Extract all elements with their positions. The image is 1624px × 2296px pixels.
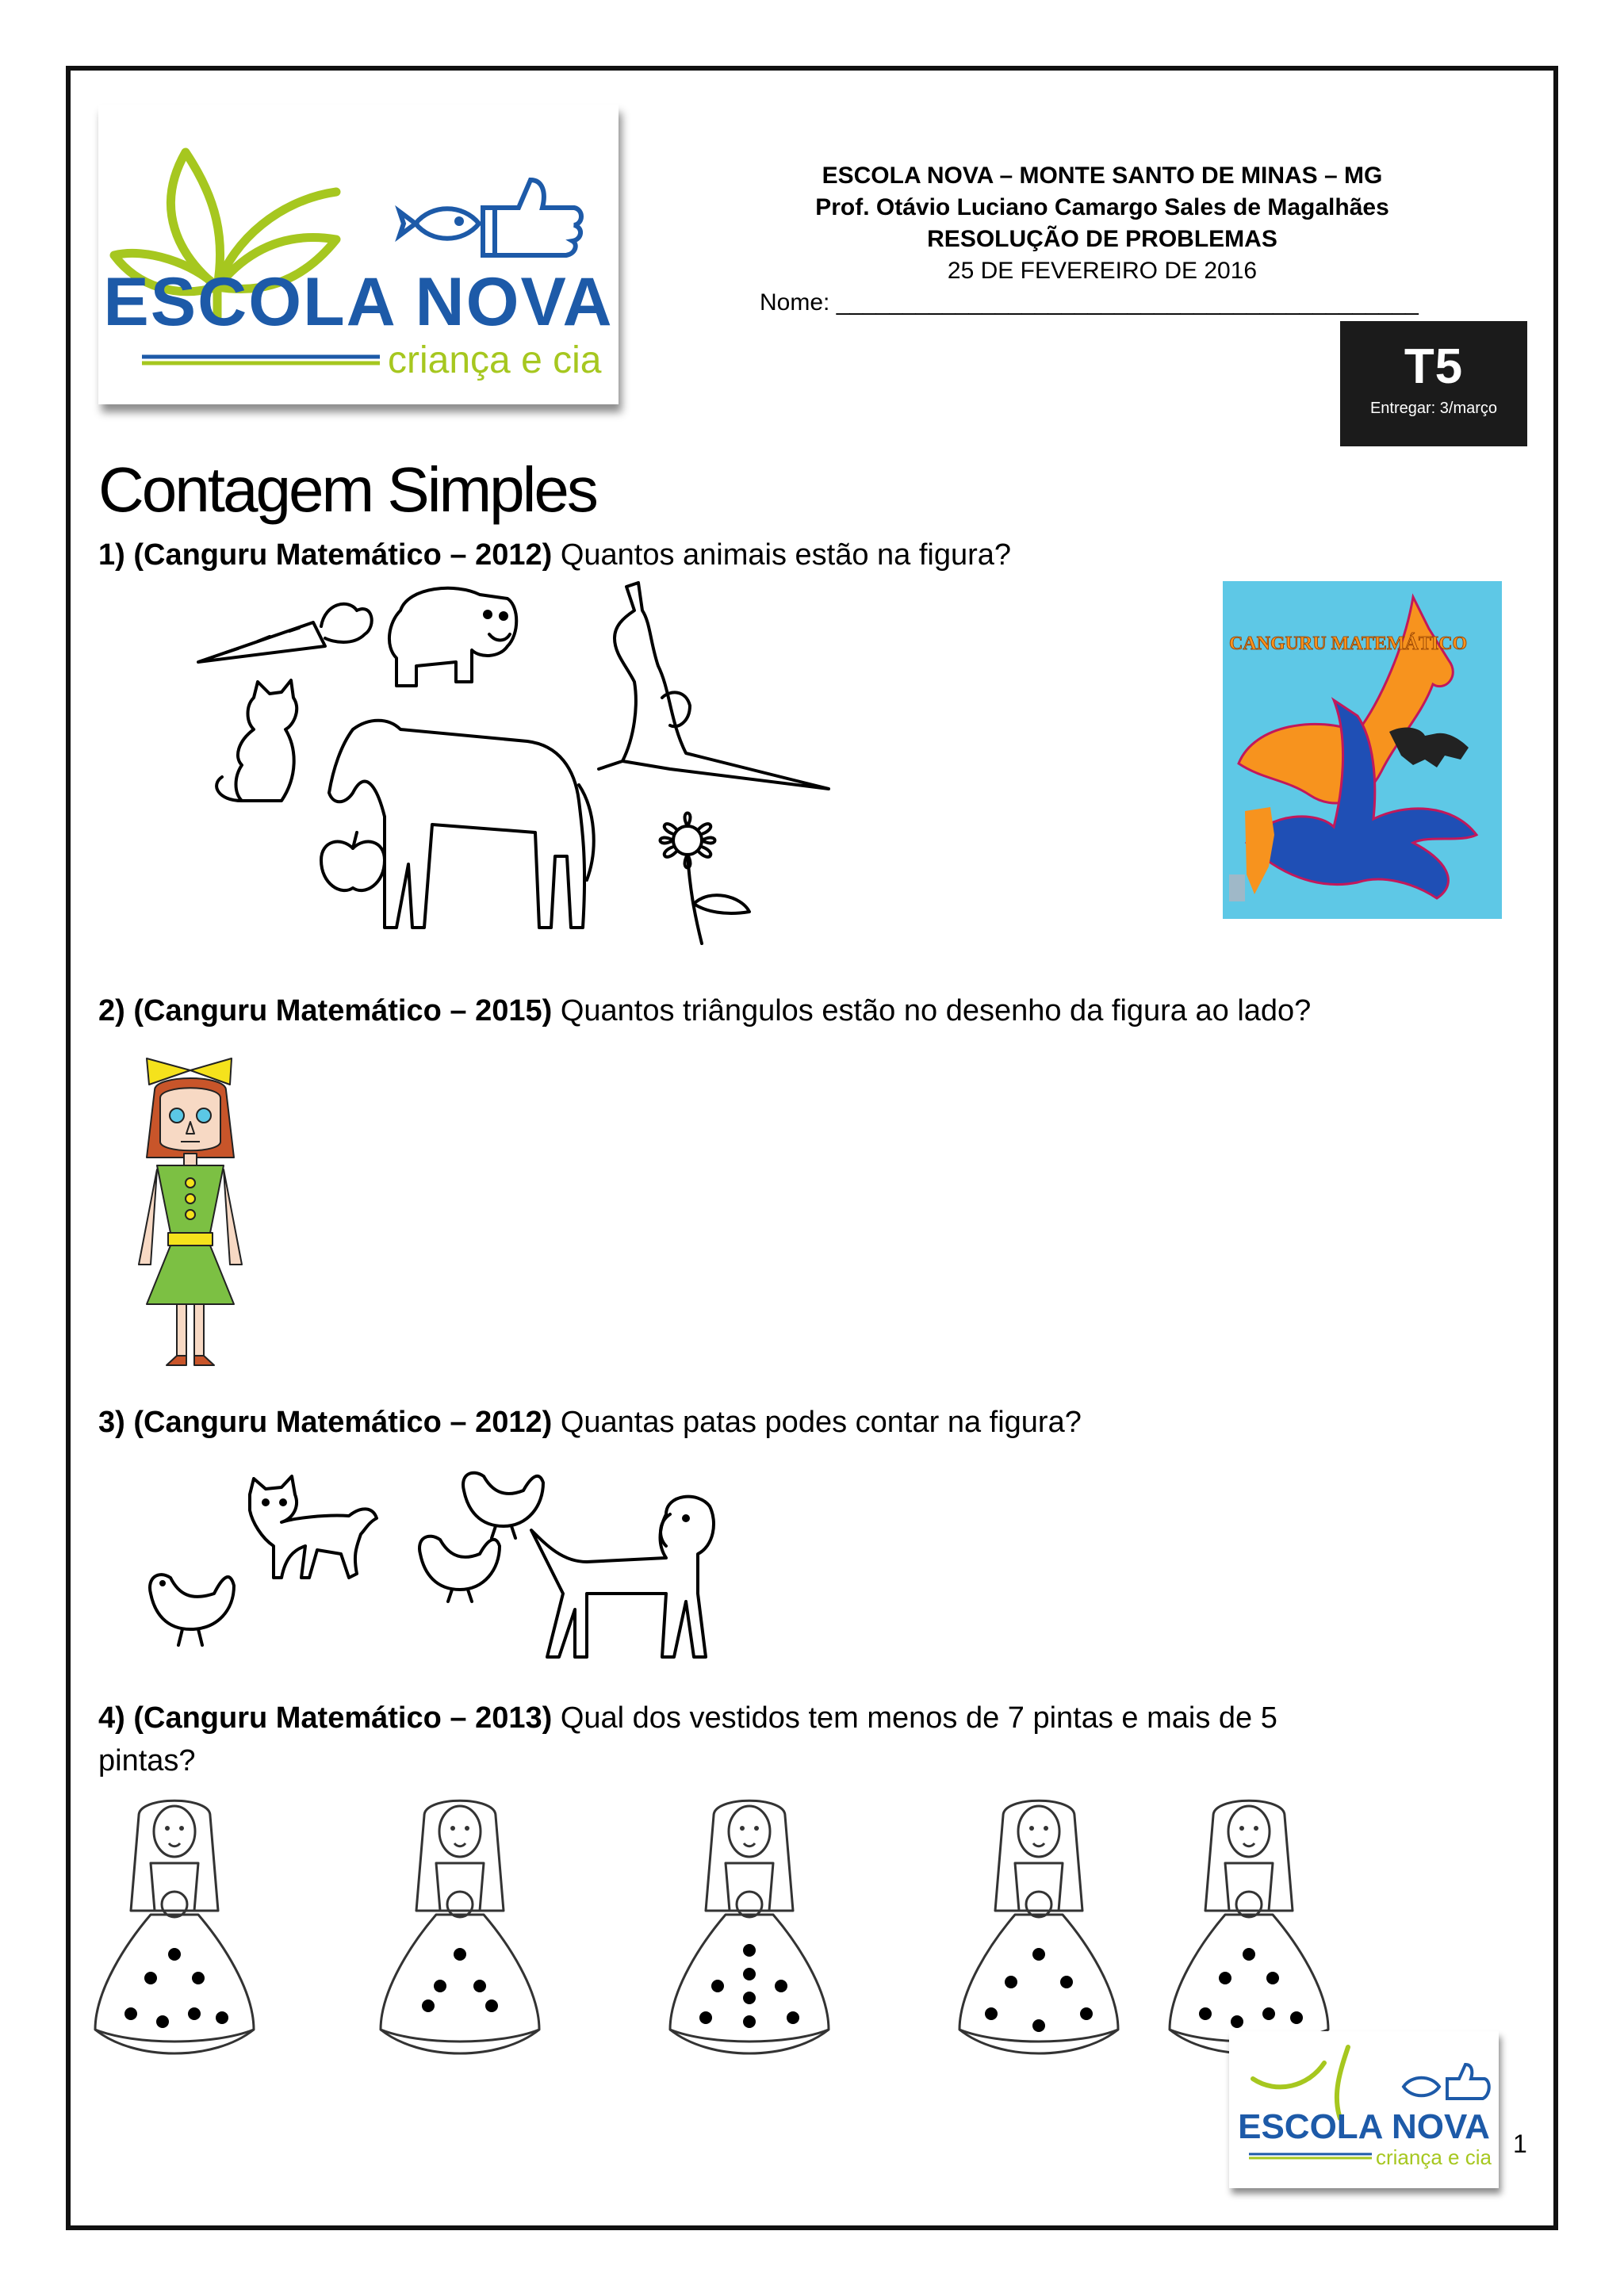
apple-icon	[321, 832, 385, 890]
dress-dot	[1231, 2015, 1243, 2028]
fish-eye-icon	[454, 216, 464, 226]
dress-dot	[144, 1972, 157, 1984]
hen-icon	[463, 1473, 543, 1538]
assignment-code: T5	[1404, 339, 1464, 394]
logo-tagline: criança e cia	[388, 339, 602, 381]
subject-line: RESOLUÇÃO DE PROBLEMAS	[927, 226, 1277, 252]
dress-dot	[787, 2011, 799, 2024]
dress-dot	[711, 1980, 724, 1992]
dress-dot	[485, 1999, 498, 2012]
dress-dot	[743, 1968, 756, 1980]
bride-dress	[959, 1800, 1118, 2053]
bride-dress	[381, 1800, 539, 2053]
dress-dot	[1199, 2007, 1212, 2020]
hen-icon	[150, 1575, 234, 1645]
question-2: 2) (Canguru Matemático – 2015) Quantos triângulos estão no desenho da figura ao lado?	[98, 994, 1312, 1027]
kangaroo-contest-image	[1223, 581, 1502, 919]
animals-figure	[194, 579, 845, 975]
dresses-figure	[95, 1800, 1364, 2069]
dress-dot	[473, 1980, 486, 1992]
dress-dot	[1032, 2019, 1045, 2032]
bride-dress	[670, 1800, 829, 2053]
dress-dot	[156, 2015, 169, 2028]
school-line: ESCOLA NOVA – MONTE SANTO DE MINAS – MG	[822, 163, 1383, 189]
dress-dot	[1290, 2011, 1303, 2024]
date-line: 25 DE FEVEREIRO DE 2016	[947, 258, 1258, 284]
dress-dot	[743, 2015, 756, 2028]
cat-icon	[250, 1476, 377, 1578]
name-field[interactable]	[760, 287, 1419, 319]
kangaroo-icon	[599, 583, 829, 789]
dog-icon	[531, 1497, 714, 1657]
question-3: 3) (Canguru Matemático – 2012) Quantas patas podes contar na figura?	[98, 1406, 1082, 1439]
dress-dot	[1243, 1948, 1255, 1961]
name-blank[interactable]: ____________________________________________	[836, 289, 1419, 316]
question-1: 1) (Canguru Matemático – 2012) Quantos animais estão na figura?	[98, 538, 1012, 572]
flower-icon	[661, 813, 750, 944]
logo-graphic-small	[1229, 2031, 1499, 2188]
dress-dot	[454, 1948, 466, 1961]
arm-right-triangle	[224, 1169, 242, 1265]
animals-legs-figure	[143, 1459, 856, 1681]
fish-icon	[400, 209, 479, 239]
dress-dot	[699, 2011, 712, 2024]
assignment-badge	[1340, 321, 1527, 446]
dress-dot	[1266, 1972, 1279, 1984]
dress-dot	[1219, 1972, 1231, 1984]
dress-dot	[1080, 2007, 1093, 2020]
thumbs-up-icon	[483, 180, 581, 255]
logo-tagline-small: criança e cia	[1376, 2145, 1492, 2169]
dress-dot	[192, 1972, 205, 1984]
school-logo-small	[1229, 2031, 1499, 2188]
dress-dot	[775, 1980, 787, 1992]
carrot-icon	[198, 604, 372, 662]
question-4: 4) (Canguru Matemático – 2013) Qual dos vestidos tem menos de 7 pintas e mais de 5 pintas?	[98, 1701, 1277, 1777]
dress-dot	[422, 1999, 435, 2012]
due-date: Entregar: 3/março	[1369, 400, 1498, 417]
name-label: Nome:	[760, 289, 830, 316]
dress-dot	[743, 1992, 756, 2004]
dress-dot	[216, 2011, 228, 2024]
hen-icon	[419, 1536, 500, 1601]
section-title: Contagem Simples	[98, 454, 596, 525]
logo-brand-text-small: ESCOLA NOVA	[1238, 2107, 1490, 2146]
skirt	[147, 1246, 234, 1304]
arm-left-triangle	[139, 1169, 157, 1265]
dress-dot	[124, 2007, 137, 2020]
bride-dress	[95, 1800, 254, 2053]
teacher-line: Prof. Otávio Luciano Camargo Sales de Magalhães	[815, 194, 1389, 220]
thumbs-up-icon	[1404, 2064, 1489, 2099]
horse-icon	[329, 721, 594, 928]
kangaroo-contest-title: CANGURU MATEMÁTICO	[1229, 633, 1468, 654]
logo-graphic	[98, 105, 619, 404]
bulldog-icon	[389, 588, 516, 686]
dress-dot	[1262, 2007, 1275, 2020]
school-logo	[98, 105, 619, 404]
girl-figure	[111, 1054, 270, 1372]
cat-icon	[216, 680, 297, 801]
logo-brand-text: ESCOLA NOVA	[103, 264, 614, 340]
bride-dress	[1170, 1800, 1328, 2053]
dress-dot	[1005, 1976, 1017, 1988]
dress-dot	[1032, 1948, 1045, 1961]
dress-dot	[1060, 1976, 1073, 1988]
dress-dot	[985, 2007, 998, 2020]
dress-dot	[434, 1980, 446, 1992]
page-number: 1	[1513, 2130, 1527, 2158]
dress-dot	[743, 1944, 756, 1957]
dress-dot	[168, 1948, 181, 1961]
dress-dot	[188, 2007, 201, 2020]
